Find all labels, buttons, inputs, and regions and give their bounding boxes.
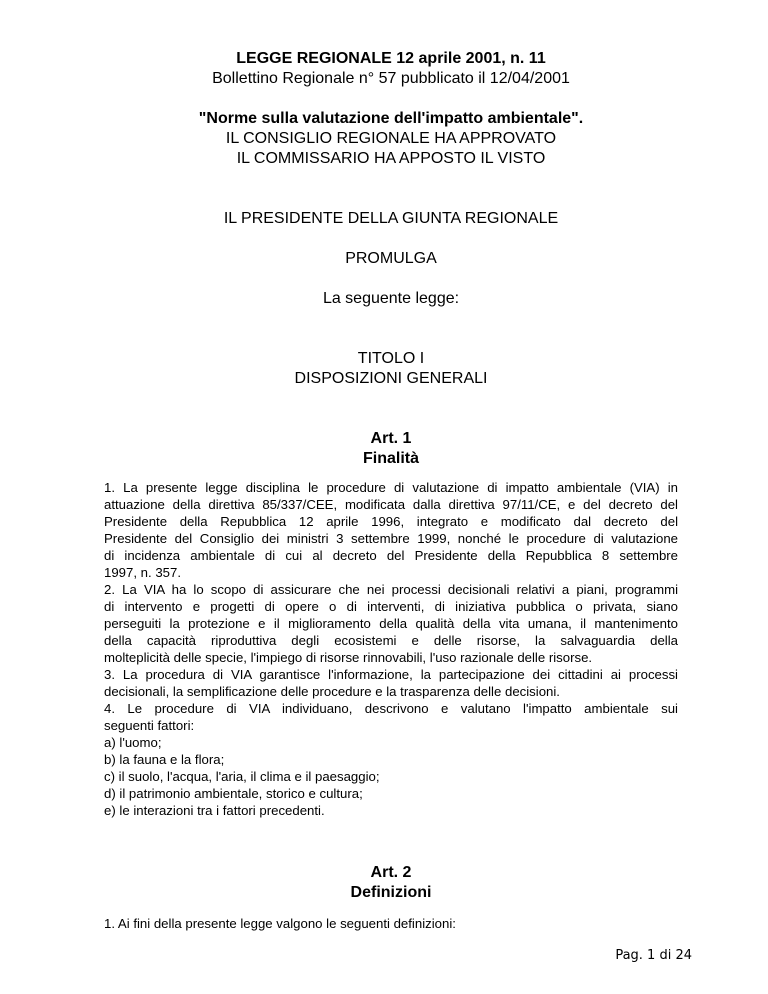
text-line: della capacità riproduttiva degli ecosistemi e delle risorse, la salvaguardia della [104, 633, 678, 648]
text-line: 1. Ai fini della presente legge valgono le seguenti definizioni: [104, 916, 456, 931]
text-line: Presidente del Consiglio dei ministri 3 settembre 1999, nonché le procedure di valutazione [104, 531, 678, 546]
text-line: 1. La presente legge disciplina le procedure di valutazione di impatto ambientale (VIA) in [104, 480, 678, 495]
text-line: 1997, n. 357. [104, 565, 181, 580]
text-line: molteplicità delle specie, l'impiego di risorse rinnovabili, l'uso razionale delle risorse. [104, 650, 593, 665]
text-line: b) la fauna e la flora; [104, 752, 225, 767]
text-line: di intervento e progetti di opere o di interventi, di iniziativa pubblica o privata, siano [104, 599, 678, 614]
text-line: di incidenza ambientale di cui al decreto del Presidente della Repubblica 8 settembre [104, 548, 678, 563]
text-line: Presidente della Repubblica 12 aprile 1996, integrato e modificato dal decreto del [104, 514, 678, 529]
art1-heading: Finalità [362, 450, 419, 467]
law-title: LEGGE REGIONALE 12 aprile 2001, n. 11 [236, 50, 546, 67]
art2-body [104, 915, 678, 932]
text-line: e) le interazioni tra i fattori precedenti. [104, 803, 325, 818]
law-subject: "Norme sulla valutazione dell'impatto ambientale". [198, 110, 584, 127]
text-line: seguenti fattori: [104, 718, 195, 733]
art2-number: Art. 2 [370, 864, 412, 881]
document-content [104, 49, 678, 932]
text-line: a) l'uomo; [104, 735, 162, 750]
text-line: 2. La VIA ha lo scopo di assicurare che nei processi decisionali relativi a piani, programmi [104, 582, 678, 597]
visa-line: IL COMMISSARIO HA APPOSTO IL VISTO [236, 150, 546, 167]
titolo-number: TITOLO I [357, 350, 425, 367]
art1-number: Art. 1 [370, 430, 412, 447]
art2-heading: Definizioni [350, 884, 432, 901]
text-line: 4. Le procedure di VIA individuano, descrivono e valutano l'impatto ambientale sui [104, 701, 678, 716]
following-line: La seguente legge: [322, 290, 460, 307]
text-line: d) il patrimonio ambientale, storico e cultura; [104, 786, 363, 801]
text-line: decisionali, la semplificazione delle procedure e la trasparenza delle decisioni. [104, 684, 560, 699]
text-line: c) il suolo, l'acqua, l'aria, il clima e il paesaggio; [104, 769, 380, 784]
promulga-line: PROMULGA [345, 250, 437, 267]
text-line: attuazione della direttiva 85/337/CEE, modificata dalla direttiva 97/11/CE, e del decreto del [104, 497, 678, 512]
page-number: Pag. 1 di 24 [615, 948, 692, 963]
art1-body [104, 479, 678, 819]
approved-line: IL CONSIGLIO REGIONALE HA APPROVATO [225, 130, 557, 147]
text-line: 3. La procedura di VIA garantisce l'informazione, la partecipazione dei cittadini ai processi [104, 667, 678, 682]
titolo-name: DISPOSIZIONI GENERALI [294, 370, 488, 387]
president-line: IL PRESIDENTE DELLA GIUNTA REGIONALE [223, 210, 559, 227]
bulletin-line: Bollettino Regionale n° 57 pubblicato il 12/04/2001 [212, 70, 570, 87]
text-line: perseguiti la protezione e il miglioramento della qualità della vita umana, il mantenimento [104, 616, 678, 631]
